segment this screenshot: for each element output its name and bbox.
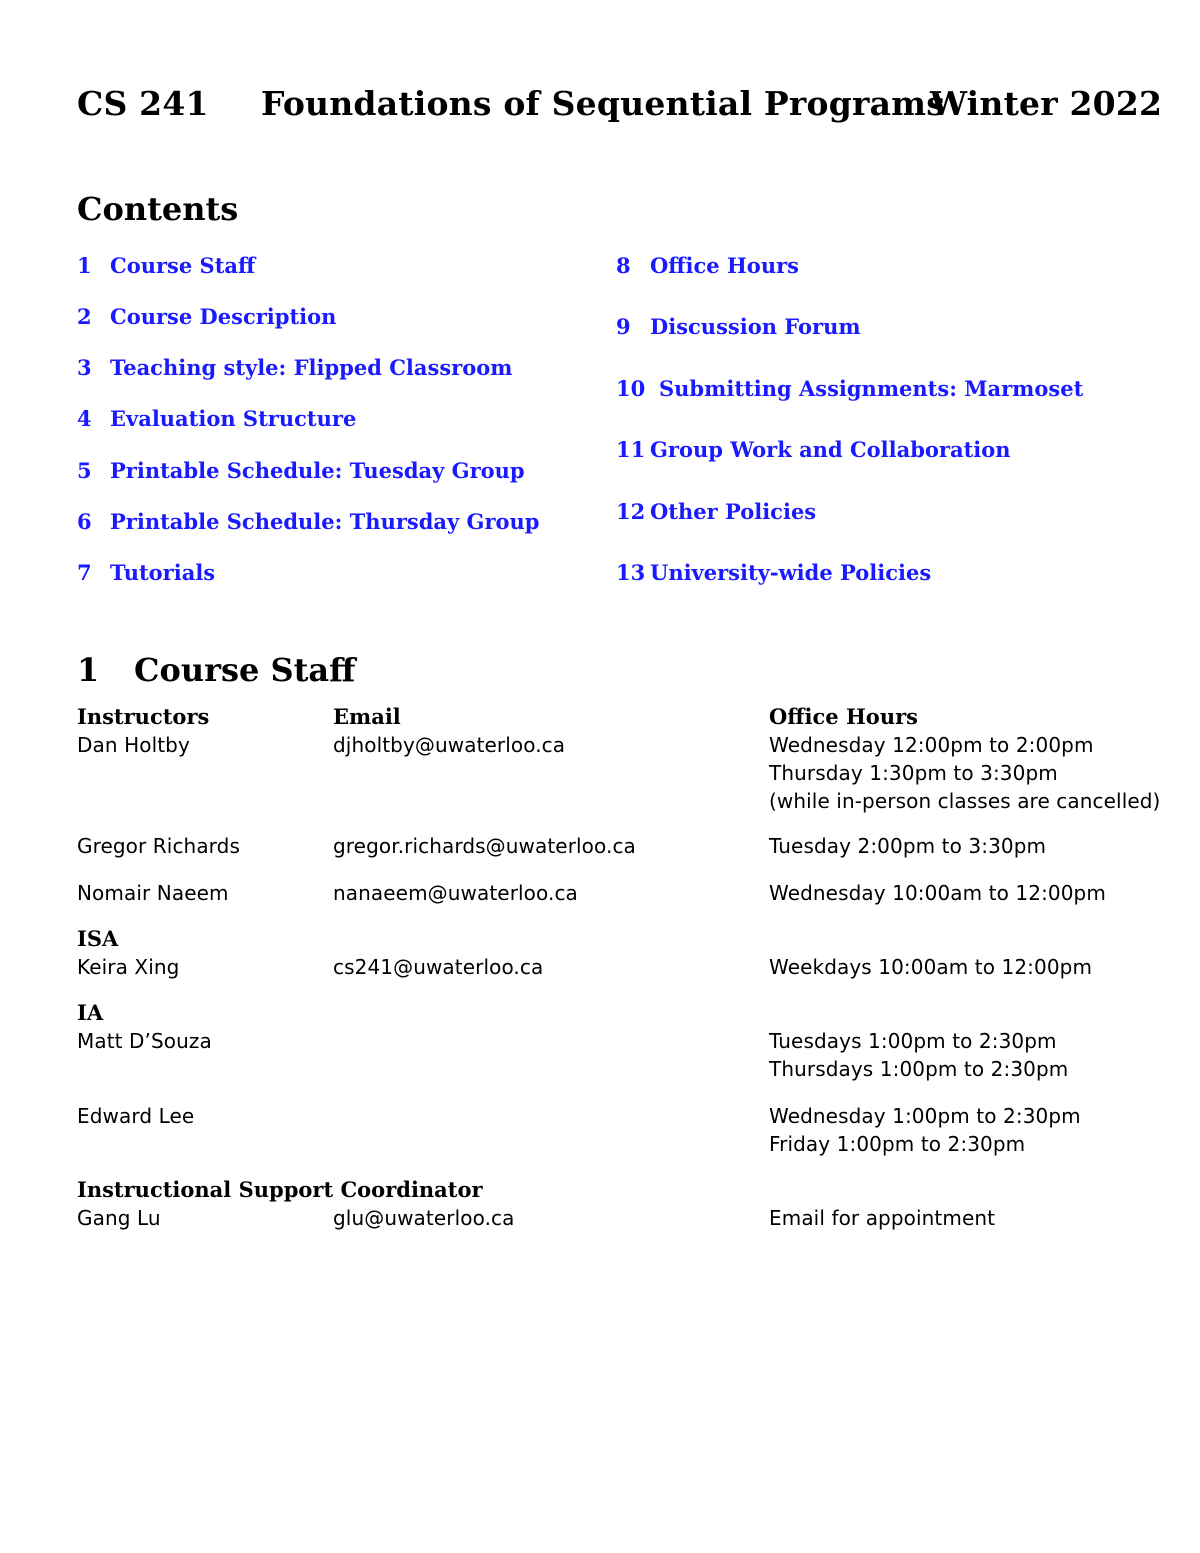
- toc-link-course-description[interactable]: [77, 304, 336, 329]
- toc-label: Other Policies: [650, 499, 817, 524]
- staff-hours-note: (while in-person classes are cancelled): [769, 789, 1161, 813]
- toc-link-university-policies[interactable]: [616, 560, 931, 585]
- group-label-ia: IA: [77, 1000, 104, 1025]
- toc-number: 12: [616, 499, 646, 524]
- section-heading-course-staff: [77, 651, 355, 689]
- toc-link-tutorials[interactable]: [77, 560, 215, 585]
- staff-hours: Email for appointment: [769, 1206, 996, 1230]
- toc-link-schedule-tuesday[interactable]: [77, 458, 525, 483]
- toc-label: Group Work and Collaboration: [650, 437, 1011, 462]
- staff-hours: Weekdays 10:00am to 12:00pm: [769, 955, 1093, 979]
- course-code: CS 241: [77, 84, 209, 123]
- toc-number: 8: [616, 253, 631, 278]
- staff-hours: Thursday 1:30pm to 3:30pm: [769, 761, 1058, 785]
- group-label-isa: ISA: [77, 926, 119, 951]
- column-header-office-hours: Office Hours: [769, 704, 918, 729]
- column-header-email: Email: [333, 704, 401, 729]
- toc-label: Evaluation Structure: [110, 406, 357, 431]
- staff-name: Gang Lu: [77, 1206, 161, 1230]
- toc-link-other-policies[interactable]: [616, 499, 816, 524]
- toc-number: 5: [77, 458, 92, 483]
- staff-name: Matt D’Souza: [77, 1029, 212, 1053]
- toc-link-course-staff[interactable]: [77, 253, 255, 278]
- staff-hours: Tuesday 2:00pm to 3:30pm: [769, 834, 1047, 858]
- toc-number: 13: [616, 560, 646, 585]
- staff-name: Dan Holtby: [77, 733, 190, 757]
- toc-number: 1: [77, 253, 92, 278]
- toc-link-discussion-forum[interactable]: [616, 314, 861, 339]
- staff-email: nanaeem@uwaterloo.ca: [333, 881, 578, 905]
- staff-hours: Wednesday 12:00pm to 2:00pm: [769, 733, 1094, 757]
- toc-label: Printable Schedule: Tuesday Group: [110, 458, 525, 483]
- section-number: 1: [77, 651, 100, 689]
- toc-label: Printable Schedule: Thursday Group: [110, 509, 540, 534]
- toc-label: Teaching style: Flipped Classroom: [110, 355, 513, 380]
- staff-hours: Thursdays 1:00pm to 2:30pm: [769, 1057, 1069, 1081]
- staff-hours: Wednesday 10:00am to 12:00pm: [769, 881, 1106, 905]
- toc-number: 11: [616, 437, 646, 462]
- toc-number: 4: [77, 406, 92, 431]
- staff-email: glu@uwaterloo.ca: [333, 1206, 515, 1230]
- contents-heading: Contents: [77, 190, 239, 228]
- toc-link-evaluation-structure[interactable]: [77, 406, 356, 431]
- toc-label: Discussion Forum: [650, 314, 861, 339]
- staff-email: djholtby@uwaterloo.ca: [333, 733, 566, 757]
- toc-number: 2: [77, 304, 92, 329]
- toc-link-schedule-thursday[interactable]: [77, 509, 540, 534]
- staff-name: Nomair Naeem: [77, 881, 229, 905]
- course-term: Winter 2022: [930, 84, 1163, 123]
- section-title: Course Staff: [134, 651, 356, 689]
- staff-hours: Wednesday 1:00pm to 2:30pm: [769, 1104, 1081, 1128]
- toc-label: Office Hours: [650, 253, 799, 278]
- toc-number: 7: [77, 560, 92, 585]
- toc-number: 3: [77, 355, 92, 380]
- group-label-coordinator: Instructional Support Coordinator: [77, 1177, 483, 1202]
- toc-number: 9: [616, 314, 631, 339]
- toc-link-submitting-assignments[interactable]: [616, 376, 1083, 401]
- column-header-instructors: Instructors: [77, 704, 210, 729]
- staff-hours: Friday 1:00pm to 2:30pm: [769, 1132, 1026, 1156]
- toc-link-group-work[interactable]: [616, 437, 1011, 462]
- toc-label: Course Staff: [110, 253, 256, 278]
- staff-hours: Tuesdays 1:00pm to 2:30pm: [769, 1029, 1057, 1053]
- toc-link-teaching-style[interactable]: [77, 355, 512, 380]
- staff-name: Edward Lee: [77, 1104, 195, 1128]
- toc-link-office-hours[interactable]: [616, 253, 799, 278]
- toc-label: Tutorials: [110, 560, 216, 585]
- toc-number: 10: [616, 376, 646, 401]
- staff-email: gregor.richards@uwaterloo.ca: [333, 834, 636, 858]
- toc-label: Submitting Assignments: Marmoset: [659, 376, 1084, 401]
- course-title: Foundations of Sequential Programs: [261, 84, 946, 123]
- toc-label: Course Description: [110, 304, 337, 329]
- staff-email: cs241@uwaterloo.ca: [333, 955, 544, 979]
- staff-name: Gregor Richards: [77, 834, 240, 858]
- staff-name: Keira Xing: [77, 955, 180, 979]
- toc-label: University-wide Policies: [650, 560, 932, 585]
- toc-number: 6: [77, 509, 92, 534]
